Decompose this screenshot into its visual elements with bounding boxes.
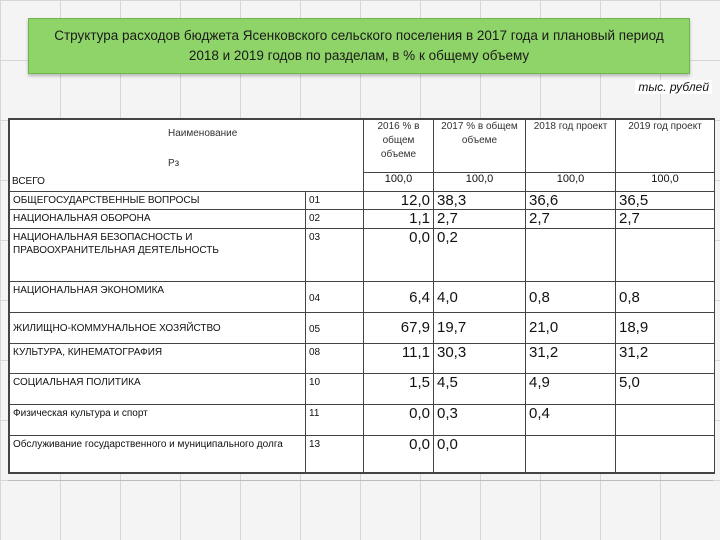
row-2016: 1,5 [364, 374, 434, 405]
row-2019: 18,9 [616, 312, 715, 343]
row-2016: 11,1 [364, 343, 434, 374]
row-2019: 2,7 [616, 210, 715, 228]
row-2018: 0,4 [526, 405, 616, 436]
row-code: 03 [306, 228, 364, 281]
slide-title [28, 18, 690, 74]
row-2019 [616, 228, 715, 281]
header-rz: Рз [168, 158, 180, 169]
row-code: 01 [306, 191, 364, 209]
budget-table [8, 118, 715, 474]
table-row [10, 312, 715, 343]
total-2016: 100,0 [364, 173, 434, 191]
table-row [10, 436, 715, 473]
row-2017: 38,3 [434, 191, 526, 209]
row-code: 08 [306, 343, 364, 374]
row-2019 [616, 405, 715, 436]
total-2017: 100,0 [434, 173, 526, 191]
row-2017: 4,0 [434, 282, 526, 313]
row-2017: 30,3 [434, 343, 526, 374]
row-2018: 4,9 [526, 374, 616, 405]
row-2018: 31,2 [526, 343, 616, 374]
row-name: НАЦИОНАЛЬНАЯ ЭКОНОМИКА [10, 282, 306, 313]
row-2018 [526, 436, 616, 473]
header-name-cell [10, 120, 364, 192]
background-strip [8, 480, 713, 539]
row-code: 10 [306, 374, 364, 405]
header-2019: 2019 год проект [616, 120, 715, 173]
row-2016: 67,9 [364, 312, 434, 343]
row-2016: 1,1 [364, 210, 434, 228]
row-2016: 6,4 [364, 282, 434, 313]
row-name: ЖИЛИЩНО-КОММУНАЛЬНОЕ ХОЗЯЙСТВО [10, 312, 306, 343]
row-2017: 0,2 [434, 228, 526, 281]
header-2016: 2016 % в общем объеме [364, 120, 434, 173]
row-name: СОЦИАЛЬНАЯ ПОЛИТИКА [10, 374, 306, 405]
row-2017: 2,7 [434, 210, 526, 228]
row-code: 05 [306, 312, 364, 343]
table-row [10, 343, 715, 374]
row-name: НАЦИОНАЛЬНАЯ ОБОРОНА [10, 210, 306, 228]
table-row [10, 210, 715, 228]
row-2016: 0,0 [364, 436, 434, 473]
table-row [10, 405, 715, 436]
total-2018: 100,0 [526, 173, 616, 191]
table-row [10, 374, 715, 405]
row-name: КУЛЬТУРА, КИНЕМАТОГРАФИЯ [10, 343, 306, 374]
row-2016: 0,0 [364, 405, 434, 436]
row-2017: 0,0 [434, 436, 526, 473]
table-row [10, 282, 715, 313]
row-2016: 0,0 [364, 228, 434, 281]
row-2018 [526, 228, 616, 281]
header-name: Наименование [168, 128, 238, 139]
row-2018: 36,6 [526, 191, 616, 209]
row-2017: 0,3 [434, 405, 526, 436]
row-2019: 5,0 [616, 374, 715, 405]
row-2019: 36,5 [616, 191, 715, 209]
row-2017: 19,7 [434, 312, 526, 343]
row-name: Физическая культура и спорт [10, 405, 306, 436]
header-2017: 2017 % в общем объеме [434, 120, 526, 173]
row-2018: 2,7 [526, 210, 616, 228]
row-2019: 0,8 [616, 282, 715, 313]
table-row [10, 228, 715, 281]
row-2018: 0,8 [526, 282, 616, 313]
row-name: Обслуживание государственного и муниципального долга [10, 436, 306, 473]
header-2018: 2018 год проект [526, 120, 616, 173]
table-row [10, 191, 715, 209]
row-2018: 21,0 [526, 312, 616, 343]
row-2016: 12,0 [364, 191, 434, 209]
header-row [10, 120, 715, 173]
row-code: 04 [306, 282, 364, 313]
total-2019: 100,0 [616, 173, 715, 191]
row-code: 11 [306, 405, 364, 436]
row-2017: 4,5 [434, 374, 526, 405]
row-2019 [616, 436, 715, 473]
row-2019: 31,2 [616, 343, 715, 374]
row-code: 13 [306, 436, 364, 473]
row-name: НАЦИОНАЛЬНАЯ БЕЗОПАСНОСТЬ И ПРАВООХРАНИТЕЛЬНАЯ ДЕЯТЕЛЬНОСТЬ [10, 228, 306, 281]
unit-label: тыс. рублей [635, 80, 712, 94]
row-name: ОБЩЕГОСУДАРСТВЕННЫЕ ВОПРОСЫ [10, 191, 306, 209]
row-code: 02 [306, 210, 364, 228]
slide-title-text: Структура расходов бюджета Ясенковского сельского поселения в 2017 года и плановый период 2018 и 2019 годов по разделам, в % к общему объему [54, 28, 664, 63]
total-label: ВСЕГО [12, 176, 45, 187]
